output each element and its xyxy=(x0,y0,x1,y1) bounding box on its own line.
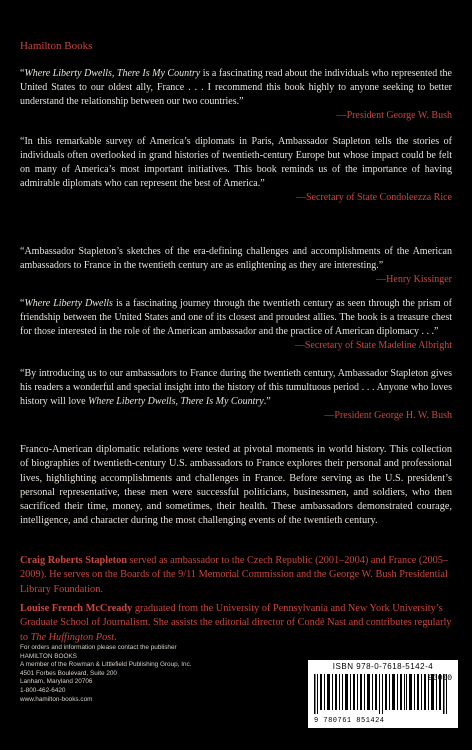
bio-text-end: . xyxy=(114,631,117,643)
bio-text: graduated from the University of Pennsylvania and New York University’s Graduate School of Journalism. She assists the editorial director of Condé Nast and contributes regularly to xyxy=(20,603,452,643)
barcode-box xyxy=(308,660,458,728)
contact-line: HAMILTON BOOKS xyxy=(20,652,77,660)
quote-text: is a fascinating journey through the twentieth century as seen through the prism of friendship between the United States and one of its closest and proudest allies. The book is a treasure chest for those interested in the role of the American ambassador and the practice of American diplomacy . . .” xyxy=(20,298,452,337)
author-bio-stapleton xyxy=(20,554,452,597)
quote-text: “Ambassador Stapleton’s sketches of the era-defining challenges and accomplishments of the American ambassadors to France in the twentieth century are as enlightening as they are interesting.” xyxy=(20,246,452,271)
book-description: Franco-American diplomatic relations were tested at pivotal moments in world history. This collection of biographies of twentieth-century U.S. ambassadors to France explores their personal and professional lives, highlighting accomplishments and challenges in France. Before serving as the U.S. president’s personal representative, these men were successful politicians, businessmen, and soldiers, who then sacrificed their time, money, and sometimes, their health. These ambassadors demonstrated courage, intelligence, and character during the most challenging events of the twentieth century. xyxy=(20,444,452,527)
quote-text: “By introducing us to our ambassadors to France during the twentieth century, Ambassador Stapleton gives his readers a wonderful and special insight into the history of this tumultuous period . . . Anyone who loves history will love xyxy=(20,368,452,407)
quote-attribution: —President George H. W. Bush xyxy=(324,410,452,421)
contact-line: 4501 Forbes Boulevard, Suite 200 xyxy=(20,669,117,677)
quote-rice xyxy=(20,135,452,205)
quote-text: is a fascinating read about the individuals who represented the United States to our oldest ally, France . . . I recommend this book highly to anyone seeking to better understand the relationship between our two countries.” xyxy=(20,68,452,107)
quote-bush-senior xyxy=(20,367,452,423)
quote-title: Where Liberty Dwells, There Is My Country xyxy=(24,68,201,79)
quote-attribution: —Secretary of State Condoleezza Rice xyxy=(295,192,452,203)
contact-line: For orders and information please contact the publisher xyxy=(20,644,177,651)
quote-text: “In this remarkable survey of America’s diplomats in Paris, Ambassador Stapleton tells the stories of individuals often overlooked in grand histories of twentieth-century Europe but whose impact could be felt on many of America’s most important initiatives. This book reminds us of the importance of having admirable diplomats who can represent the best of America.” xyxy=(20,136,452,189)
bio-italic: The Huffington Post xyxy=(30,631,115,643)
quote-title: Where Liberty Dwells, There Is My Country xyxy=(88,396,264,407)
quote-title: Where Liberty Dwells xyxy=(24,298,113,309)
price-code: 90000 xyxy=(427,674,452,683)
author-name: Craig Roberts Stapleton xyxy=(20,555,127,566)
quote-text-end: .” xyxy=(263,396,271,407)
quote-kissinger xyxy=(20,245,452,287)
isbn-label: ISBN 978-0-7618-5142-4 xyxy=(332,662,434,671)
contact-line: www.hamilton-books.com xyxy=(20,695,93,703)
publisher-contact xyxy=(20,644,192,704)
quote-attribution: —Henry Kissinger xyxy=(376,274,452,285)
quote-bush: “Where Liberty Dwells, There Is My Country is a fascinating read about the individuals who represented the United States to our oldest ally, France . . . I recommend this book highly to anyone seeking to better understand the relationship between our two countries.” —President George W. Bush xyxy=(20,68,452,121)
quote-attribution: —President George W. Bush xyxy=(336,110,452,121)
publisher-name: Hamilton Books xyxy=(20,40,93,52)
quote-albright: “Where Liberty Dwells is a fascinating journey through the twentieth century as seen through the prism of friendship between the United States and one of its closest and proudest allies. The book is a treasure chest for those interested in the role of the American ambassador and the practice of American diplomacy . . .” —Secretary of State Madeline Albright xyxy=(20,298,452,351)
contact-line: 1-800-462-6420 xyxy=(20,686,66,694)
quote-attribution: —Secretary of State Madeline Albright xyxy=(294,340,452,351)
contact-line: Lanham, Maryland 20706 xyxy=(20,678,93,686)
author-bio-mccready xyxy=(20,602,452,645)
author-name: Louise French McCready xyxy=(20,603,133,614)
bio-text: served as ambassador to the Czech Republic (2001–2004) and France (2005–2009). He serves on the Boards of the 9/11 Memorial Commission and the George W. Bush Presidential Library Foundation. xyxy=(20,555,449,595)
contact-line: A member of the Rowman & Littlefield Publishing Group, Inc. xyxy=(20,661,192,669)
ean-number: 9 780761 851424 xyxy=(314,717,385,725)
